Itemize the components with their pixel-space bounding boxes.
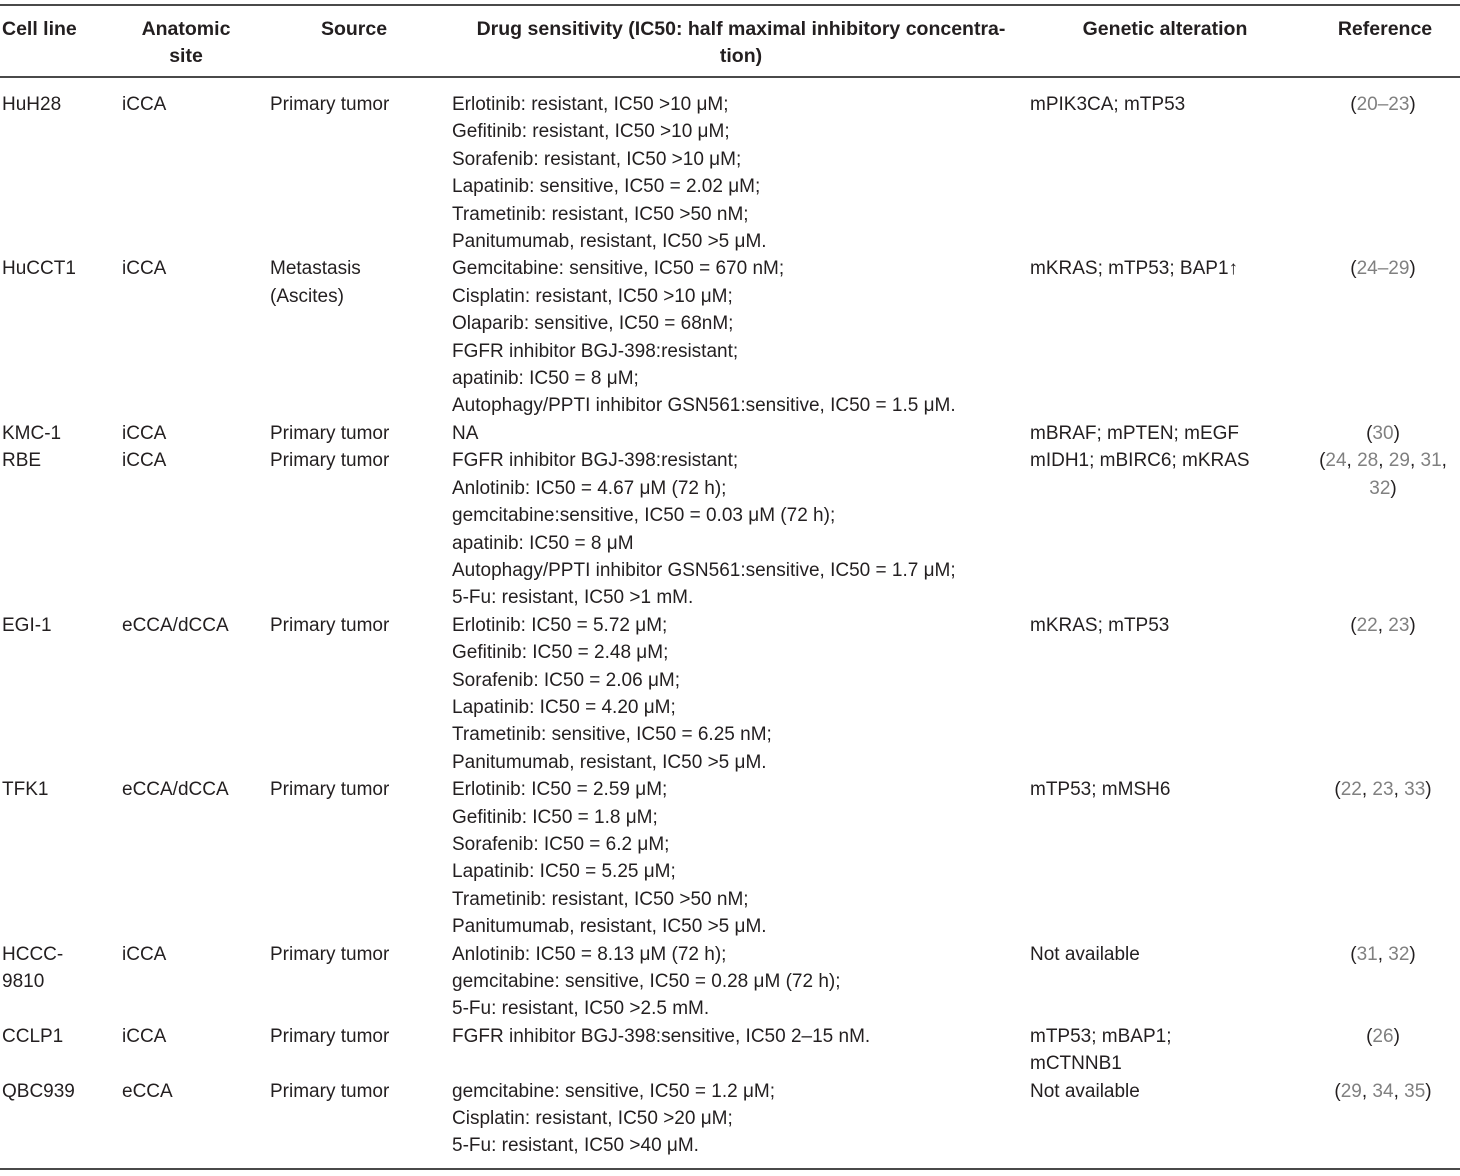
separator: , — [1377, 943, 1389, 965]
genetic-alteration — [1030, 420, 1300, 447]
reference-link[interactable]: 34 — [1372, 1080, 1394, 1102]
reference-link[interactable]: 23 — [1388, 614, 1410, 636]
drug-sensitivity — [452, 447, 1030, 611]
reference-line — [1306, 447, 1460, 474]
paren-open: ( — [1350, 258, 1357, 280]
separator: , — [1378, 450, 1389, 472]
drug-sensitivity — [452, 1078, 1030, 1160]
reference — [1300, 612, 1460, 776]
source-text: Primary tumor — [270, 450, 390, 472]
reference-link[interactable]: 31 — [1356, 943, 1378, 965]
paren-close: ) — [1409, 94, 1416, 115]
reference — [1300, 420, 1460, 447]
table-header — [0, 6, 1460, 78]
drug-line: Lapatinib: IC50 = 4.20 μM; — [452, 696, 676, 718]
table-row — [0, 776, 1460, 940]
drug-line: Lapatinib: sensitive, IC50 = 2.02 μM; — [452, 176, 761, 198]
drug-line: Trametinib: sensitive, IC50 = 6.25 nM; — [452, 724, 772, 746]
reference-link[interactable]: 33 — [1404, 779, 1426, 801]
reference-line — [1306, 941, 1460, 968]
anatomic-site: eCCA/dCCA — [122, 779, 229, 801]
reference-line — [1306, 1078, 1460, 1105]
drug-line: Sorafenib: resistant, IC50 >10 μM; — [452, 148, 742, 170]
drug-sensitivity — [452, 1023, 1030, 1078]
table-row — [0, 1078, 1460, 1160]
header-line: site — [169, 45, 203, 67]
header-cell-line: Cell line — [2, 18, 77, 40]
drug-line: Trametinib: resistant, IC50 >50 nM; — [452, 888, 749, 910]
drug-line: Gefitinib: IC50 = 1.8 μM; — [452, 806, 658, 828]
reference — [1300, 1023, 1460, 1078]
table-body — [0, 78, 1460, 1168]
cell-line — [0, 612, 112, 776]
drug-line: Gemcitabine: sensitive, IC50 = 670 nM; — [452, 258, 785, 280]
source — [268, 1023, 452, 1078]
separator: , — [1393, 779, 1405, 801]
source-text: Metastasis — [270, 258, 361, 280]
paren-close: ) — [1393, 1025, 1400, 1047]
drug-line: Sorafenib: IC50 = 6.2 μM; — [452, 833, 670, 855]
drug-line: Autophagy/PPTI inhibitor GSN561:sensitive, IC50 = 1.7 μM; — [452, 559, 956, 581]
anatomic-site: iCCA — [122, 258, 167, 280]
header-drug-sensitivity — [452, 6, 1030, 76]
source — [268, 447, 452, 611]
drug-line: 5-Fu: resistant, IC50 >2.5 mM. — [452, 998, 710, 1020]
paren-close: ) — [1425, 1080, 1432, 1102]
cell-line — [0, 91, 112, 255]
header-source: Source — [320, 18, 388, 40]
reference-link[interactable]: 29 — [1388, 450, 1410, 472]
drug-line: NA — [452, 422, 479, 444]
table-row — [0, 91, 1460, 255]
drug-line: FGFR inhibitor BGJ-398:resistant; — [452, 340, 739, 362]
drug-line: Panitumumab, resistant, IC50 >5 μM. — [452, 916, 767, 938]
genetic-alteration — [1030, 447, 1300, 611]
drug-sensitivity — [452, 255, 1030, 419]
paren-close: ) — [1425, 779, 1432, 801]
source — [268, 255, 452, 419]
reference-line — [1306, 612, 1460, 639]
drug-line: Lapatinib: IC50 = 5.25 μM; — [452, 861, 676, 883]
header-reference: Reference — [1337, 18, 1433, 40]
cell-line-text: RBE — [2, 450, 42, 472]
cell-line — [0, 1023, 112, 1078]
drug-sensitivity — [452, 776, 1030, 940]
drug-line: Cisplatin: resistant, IC50 >20 μM; — [452, 1108, 733, 1130]
reference-line — [1306, 776, 1460, 803]
separator: , — [1361, 1080, 1373, 1102]
reference-link[interactable]: 23 — [1372, 779, 1394, 801]
source — [268, 91, 452, 255]
source — [268, 420, 452, 447]
drug-line: 5-Fu: resistant, IC50 >40 μM. — [452, 1135, 699, 1157]
reference-line — [1306, 420, 1460, 447]
separator: , — [1377, 614, 1389, 636]
reference-link[interactable]: 22 — [1356, 614, 1378, 636]
cell-line — [0, 255, 112, 419]
cell-line-text: CCLP1 — [2, 1025, 64, 1047]
cell-line — [0, 941, 112, 1023]
drug-line: FGFR inhibitor BGJ-398:sensitive, IC50 2–15 nM. — [452, 1025, 871, 1047]
source-text: (Ascites) — [270, 285, 344, 307]
genetic-alteration — [1030, 612, 1300, 776]
table-row — [0, 1023, 1460, 1078]
genetic-text: mPIK3CA; mTP53 — [1030, 94, 1186, 115]
reference-link[interactable]: 26 — [1372, 1025, 1394, 1047]
genetic-alteration — [1030, 941, 1300, 1023]
cell-line — [0, 420, 112, 447]
drug-line: 5-Fu: resistant, IC50 >1 mM. — [452, 587, 694, 609]
header-line: Anatomic — [141, 18, 231, 40]
drug-sensitivity — [452, 941, 1030, 1023]
genetic-alteration — [1030, 91, 1300, 255]
genetic-text: mIDH1; mBIRC6; mKRAS — [1030, 450, 1250, 472]
paren-close: ) — [1393, 422, 1400, 444]
reference-link[interactable]: 31 — [1420, 450, 1442, 472]
anatomic-site: eCCA/dCCA — [122, 614, 229, 636]
reference-link[interactable]: 32 — [1388, 943, 1410, 965]
drug-line: Anlotinib: IC50 = 4.67 μM (72 h); — [452, 477, 727, 499]
genetic-alteration — [1030, 255, 1300, 419]
cell-line — [0, 1078, 112, 1160]
drug-line: Panitumumab, resistant, IC50 >5 μM. — [452, 231, 767, 253]
cell-line-text: HuH28 — [2, 94, 62, 115]
anatomic-site: eCCA — [122, 1080, 173, 1102]
genetic-text: Not available — [1030, 1080, 1140, 1102]
reference-link[interactable]: 29 — [1340, 1080, 1362, 1102]
reference — [1300, 941, 1460, 1023]
paren-close: ) — [1409, 943, 1416, 965]
reference-link[interactable]: 22 — [1340, 779, 1362, 801]
genetic-text: Not available — [1030, 943, 1140, 965]
table-row — [0, 447, 1460, 611]
source-text: Primary tumor — [270, 1025, 390, 1047]
cell-line-text: HuCCT1 — [2, 258, 76, 280]
separator: , — [1441, 450, 1447, 472]
reference-link[interactable]: 35 — [1404, 1080, 1426, 1102]
genetic-text: mKRAS; mTP53 — [1030, 614, 1170, 636]
header-line: Drug sensitivity (IC50: half maximal inhibitory concentra- — [476, 18, 1006, 40]
source-text: Primary tumor — [270, 779, 390, 801]
cell-line-text: QBC939 — [2, 1080, 75, 1102]
drug-line: Autophagy/PPTI inhibitor GSN561:sensitive, IC50 = 1.5 μM. — [452, 395, 956, 417]
reference-line — [1306, 255, 1460, 282]
header-anatomic-site — [112, 6, 268, 76]
anatomic-site: iCCA — [122, 94, 167, 115]
reference — [1300, 255, 1460, 419]
reference-link[interactable]: 24 — [1325, 450, 1347, 472]
source-text: Primary tumor — [270, 94, 390, 115]
cell-line-table — [0, 4, 1460, 1170]
drug-line: Sorafenib: IC50 = 2.06 μM; — [452, 669, 680, 691]
drug-sensitivity — [452, 420, 1030, 447]
genetic-text: mTP53; mBAP1; — [1030, 1025, 1172, 1047]
source — [268, 612, 452, 776]
separator: , — [1393, 1080, 1405, 1102]
drug-line: Gefitinib: resistant, IC50 >10 μM; — [452, 121, 730, 143]
cell-line-text: TFK1 — [2, 779, 49, 801]
source-text: Primary tumor — [270, 614, 390, 636]
cell-line — [0, 447, 112, 611]
drug-sensitivity — [452, 612, 1030, 776]
genetic-text: mCTNNB1 — [1030, 1053, 1122, 1075]
anatomic-site: iCCA — [122, 422, 167, 444]
drug-sensitivity — [452, 91, 1030, 255]
genetic-alteration — [1030, 776, 1300, 940]
genetic-text: mBRAF; mPTEN; mEGF — [1030, 422, 1239, 444]
source-text: Primary tumor — [270, 1080, 390, 1102]
cell-line-text: KMC-1 — [2, 422, 62, 444]
cell-line-text: EGI-1 — [2, 614, 52, 636]
paren-open: ( — [1350, 943, 1357, 965]
drug-line: Trametinib: resistant, IC50 >50 nM; — [452, 203, 749, 225]
genetic-text: mKRAS; mTP53; BAP1↑ — [1030, 258, 1239, 280]
reference — [1300, 447, 1460, 611]
reference — [1300, 1078, 1460, 1160]
reference-link[interactable]: 30 — [1372, 422, 1394, 444]
paren-close: ) — [1409, 258, 1416, 280]
drug-line: Olaparib: sensitive, IC50 = 68nM; — [452, 313, 734, 335]
separator: , — [1361, 779, 1373, 801]
drug-line: gemcitabine:sensitive, IC50 = 0.03 μM (72 h); — [452, 505, 836, 527]
genetic-alteration — [1030, 1023, 1300, 1078]
drug-line: Erlotinib: resistant, IC50 >10 μM; — [452, 94, 729, 115]
reference — [1300, 91, 1460, 255]
reference-link[interactable]: 28 — [1357, 450, 1379, 472]
genetic-alteration — [1030, 1078, 1300, 1160]
paren-open: ( — [1334, 779, 1341, 801]
drug-line: Erlotinib: IC50 = 2.59 μM; — [452, 779, 668, 801]
drug-line: apatinib: IC50 = 8 μM; — [452, 368, 639, 390]
header-line: tion) — [719, 45, 763, 67]
source-text: Primary tumor — [270, 422, 390, 444]
reference-line — [1306, 475, 1460, 502]
paren-open: ( — [1366, 1025, 1373, 1047]
reference — [1300, 776, 1460, 940]
drug-line: apatinib: IC50 = 8 μM — [452, 532, 634, 554]
anatomic-site: iCCA — [122, 450, 167, 472]
reference-line — [1306, 1023, 1460, 1050]
paren-open: ( — [1334, 1080, 1341, 1102]
table-row — [0, 255, 1460, 419]
cell-line — [0, 776, 112, 940]
cell-line-text: 9810 — [2, 971, 45, 992]
anatomic-site: iCCA — [122, 943, 167, 965]
paren-open: ( — [1319, 450, 1326, 472]
drug-line: Anlotinib: IC50 = 8.13 μM (72 h); — [452, 943, 727, 965]
separator: , — [1409, 450, 1421, 472]
table-row — [0, 941, 1460, 1023]
anatomic-site: iCCA — [122, 1025, 167, 1047]
separator: , — [1346, 450, 1358, 472]
source — [268, 1078, 452, 1160]
table-row — [0, 420, 1460, 447]
cell-line-text: HCCC- — [2, 943, 64, 965]
paren-open: ( — [1366, 422, 1373, 444]
paren-open: ( — [1350, 614, 1357, 636]
source — [268, 941, 452, 1023]
genetic-text: mTP53; mMSH6 — [1030, 779, 1171, 801]
drug-line: Panitumumab, resistant, IC50 >5 μM. — [452, 751, 767, 773]
reference-link[interactable]: 20–23 — [1356, 94, 1410, 115]
drug-line: Cisplatin: resistant, IC50 >10 μM; — [452, 285, 733, 307]
reference-line — [1306, 91, 1460, 118]
source — [268, 776, 452, 940]
paren-close: ) — [1409, 614, 1416, 636]
table-row — [0, 612, 1460, 776]
drug-line: FGFR inhibitor BGJ-398:resistant; — [452, 450, 739, 472]
reference-link[interactable]: 24–29 — [1356, 258, 1410, 280]
drug-line: Erlotinib: IC50 = 5.72 μM; — [452, 614, 668, 636]
header-genetic-alteration: Genetic alteration — [1082, 18, 1248, 40]
drug-line: gemcitabine: sensitive, IC50 = 1.2 μM; — [452, 1080, 776, 1102]
paren-open: ( — [1350, 94, 1357, 115]
paren-close: ) — [1390, 477, 1397, 499]
drug-line: gemcitabine: sensitive, IC50 = 0.28 μM (72 h); — [452, 971, 841, 992]
source-text: Primary tumor — [270, 943, 390, 965]
drug-line: Gefitinib: IC50 = 2.48 μM; — [452, 642, 669, 664]
reference-link[interactable]: 32 — [1369, 477, 1391, 499]
